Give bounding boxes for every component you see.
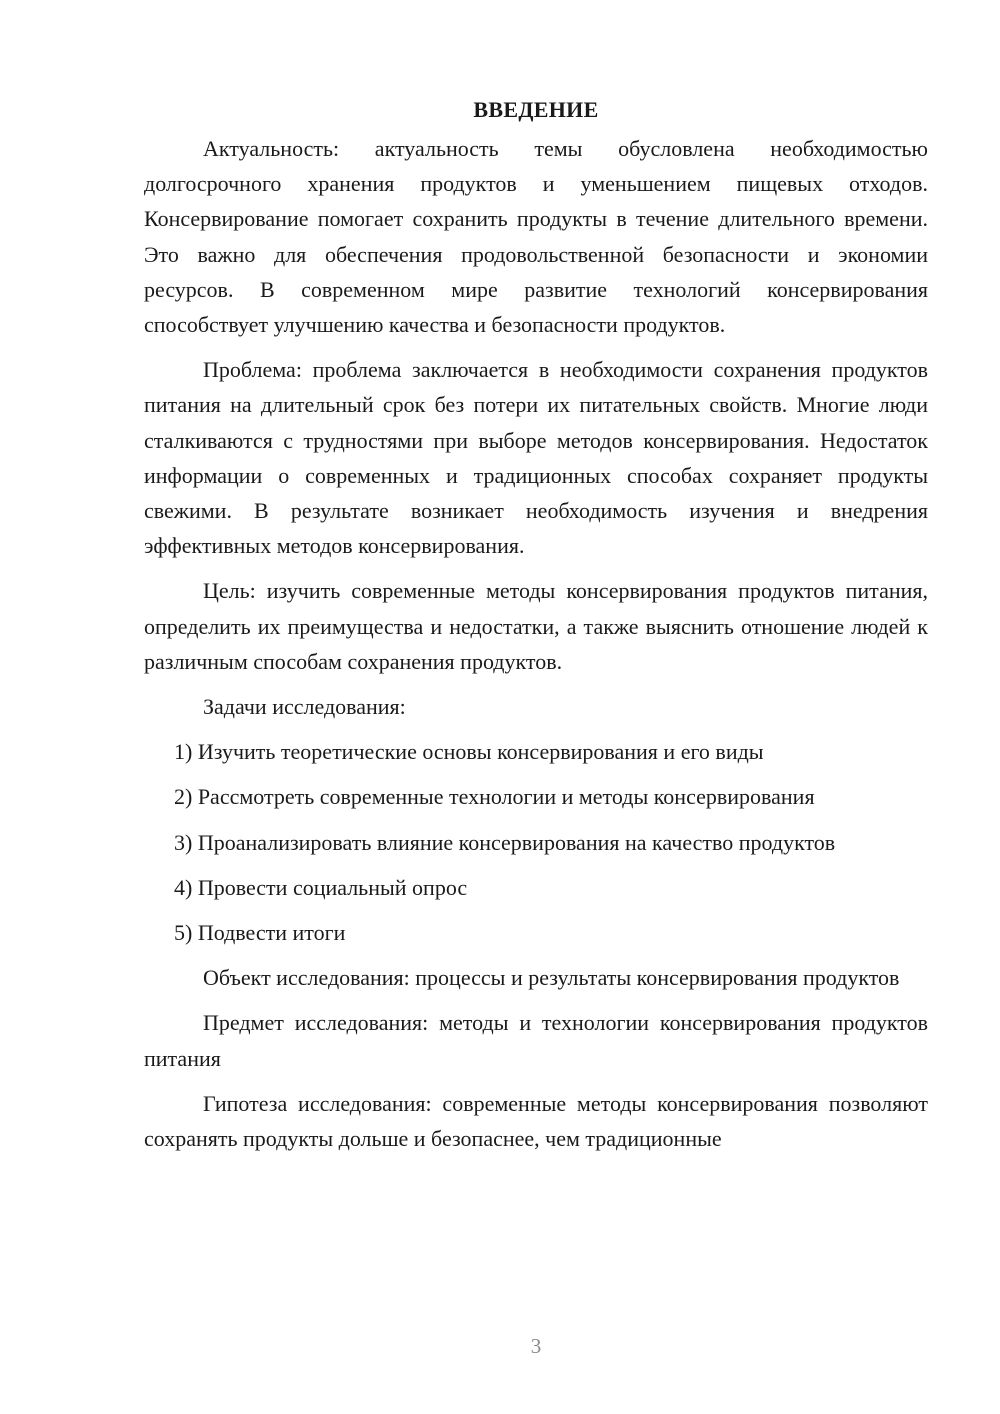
document-body: [144, 92, 928, 1166]
task-item-3: 3) Проанализировать влияние консервирования на качество продуктов: [174, 829, 836, 855]
task-item-2: 2) Рассмотреть современные технологии и методы консервирования: [174, 784, 815, 810]
task-item-5: 5) Подвести итоги: [174, 920, 346, 946]
page-number: 3: [530, 1334, 542, 1358]
paragraph-problem: Проблема: проблема заключается в необходимости сохранения продуктов питания на длительный срок без потери их питательных свойств. Многие люди сталкиваются с трудностями при выборе методов консервирования. Недостаток информации о современных и традиционных способах сохраняет продукты свежими. В результате возникает необходимость изучения и внедрения эффективных методов консервирования.: [144, 357, 928, 559]
paragraph-subject: Предмет исследования: методы и технологии консервирования продуктов питания: [144, 1010, 928, 1071]
task-item-1: 1) Изучить теоретические основы консервирования и его виды: [174, 739, 764, 765]
paragraph-goal: Цель: изучить современные методы консервирования продуктов питания, определить их преимущества и недостатки, а также выяснить отношение людей к различным способам сохранения продуктов.: [144, 578, 928, 674]
tasks-heading: Задачи исследования:: [203, 694, 406, 720]
section-title: ВВЕДЕНИЕ: [473, 97, 599, 122]
paragraph-relevance: Актуальность: актуальность темы обусловлена необходимостью долгосрочного хранения продуктов и уменьшением пищевых отходов. Консервирование помогает сохранить продукты в течение длительного времени. Это важно для обеспечения продовольственной безопасности и экономии ресурсов. В современном мире развитие технологий консервирования способствует улучшению качества и безопасности продуктов.: [144, 136, 928, 338]
paragraph-hypothesis: Гипотеза исследования: современные методы консервирования позволяют сохранять продукты дольше и безопаснее, чем традиционные: [144, 1090, 928, 1152]
task-item-4: 4) Провести социальный опрос: [174, 874, 468, 900]
paragraph-object: Объект исследования: процессы и результаты консервирования продуктов: [203, 965, 900, 991]
